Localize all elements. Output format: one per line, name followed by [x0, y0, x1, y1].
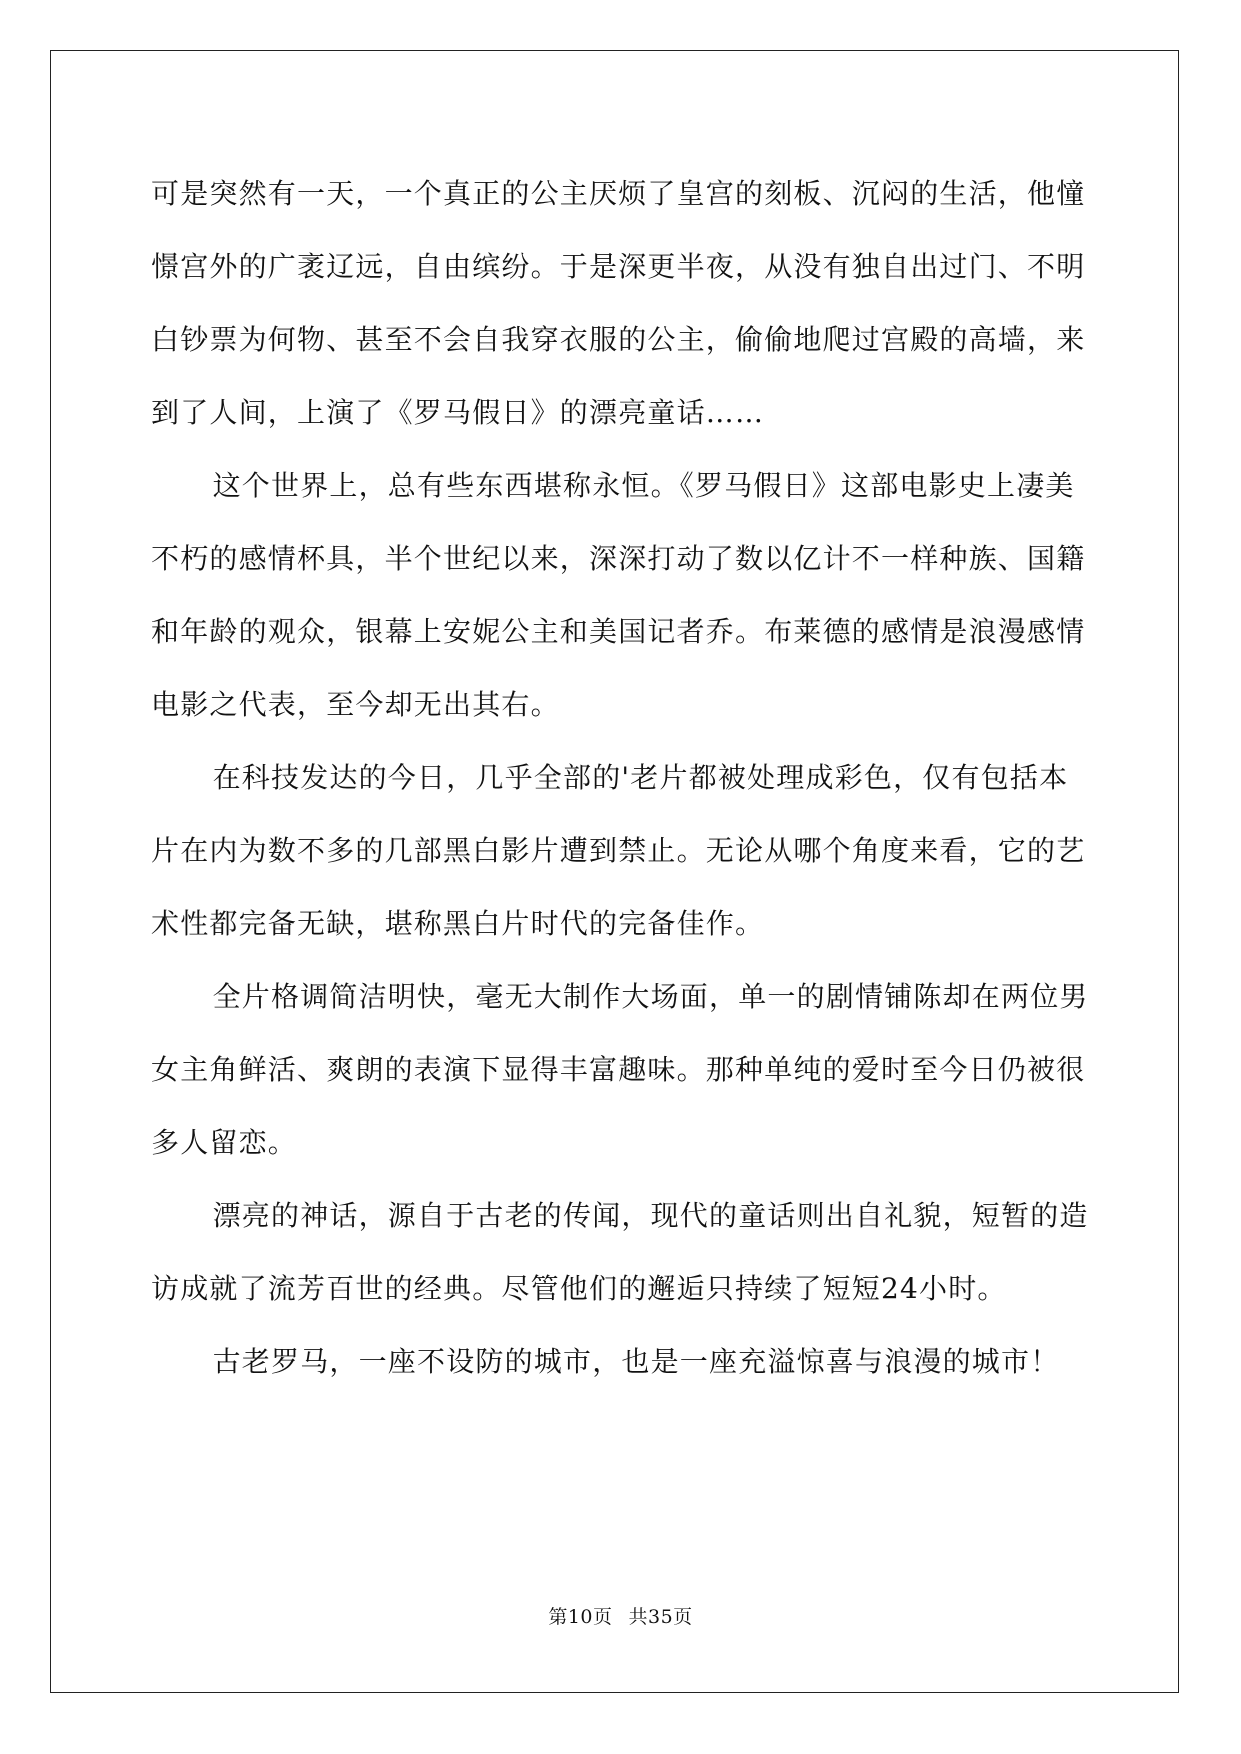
paragraph-3: 在科技发达的今日，几乎全部的'老片都被处理成彩色，仅有包括本片在内为数不多的几部黑白影片遭到禁止。无论从哪个角度来看，它的艺术性都完备无缺，堪称黑白片时代的完备佳作。	[151, 761, 1086, 940]
paragraph-2: 这个世界上，总有些东西堪称永恒。《罗马假日》这部电影史上凄美不朽的感情杯具，半个世纪以来，深深打动了数以亿计不一样种族、国籍和年龄的观众，银幕上安妮公主和美国记者乔。布莱德的感情是浪漫感情电影之代表，至今却无出其右。	[151, 469, 1086, 721]
current-page-label: 第10页	[548, 1606, 613, 1628]
document-body	[151, 157, 1091, 1398]
paragraph-5: 漂亮的神话，源自于古老的传闻，现代的童话则出自礼貌，短暂的造访成就了流芳百世的经典。尽管他们的邂逅只持续了短短24小时。	[151, 1199, 1089, 1305]
paragraph-6: 古老罗马，一座不设防的城市，也是一座充溢惊喜与浪漫的城市！	[212, 1345, 1060, 1378]
paragraph-1: 可是突然有一天，一个真正的公主厌烦了皇宫的刻板、沉闷的生活，他憧憬宫外的广袤辽远，自由缤纷。于是深更半夜，从没有独自出过门、不明白钞票为何物、甚至不会自我穿衣服的公主，偷偷地爬过宫殿的高墙，来到了人间，上演了《罗马假日》的漂亮童话……	[151, 177, 1086, 429]
page-footer	[0, 1602, 1241, 1629]
total-pages-label: 共35页	[628, 1606, 693, 1628]
paragraph-4: 全片格调简洁明快，毫无大制作大场面，单一的剧情铺陈却在两位男女主角鲜活、爽朗的表演下显得丰富趣味。那种单纯的爱时至今日仍被很多人留恋。	[151, 980, 1089, 1159]
